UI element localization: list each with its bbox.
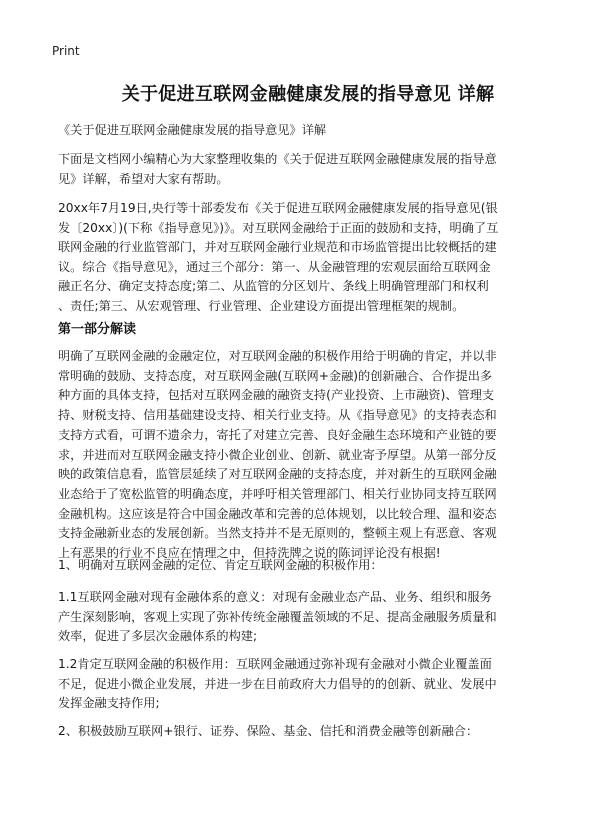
overview-line: 发〔20xx〕)(下称《指导意见》)》。对互联网金融给于正面的鼓励和支持，明确了互 [58, 220, 499, 235]
section1-line: 种方面的具体支持，包括对互联网金融的融资支持(产业投资、上市融资)、管理支 [58, 388, 495, 403]
list-item-line: 1.2肯定互联网金融的积极作用：互联网金融通过弥补现有金融对小微企业覆盖面 [58, 657, 492, 671]
subtitle-text: 《关于促进互联网金融健康发展的指导意见》详解 [58, 123, 327, 137]
section1-line: 支持金融新业态的发展创新。当然支持并不是无原则的，整顿主观上有恶意、客观 [58, 526, 497, 541]
section1-line: 金融机构。这应该是符合中国金融改革和完善的总体规划，以比较合理、温和姿态 [58, 506, 497, 521]
intro-line: 见》详解，希望对大家有帮助。 [58, 171, 229, 186]
section1-line: 求，并进而对互联网金融支持小微企业创业、创新、就业寄予厚望。从第一部分反 [58, 447, 497, 462]
section1-line: 常明确的鼓励、支持态度，对互联网金融(互联网+金融)的创新融合、合作提出多 [58, 368, 493, 383]
list-item-text: 2、积极鼓励互联网+银行、证券、保险、基金、信托和消费金融等创新融合： [58, 724, 479, 738]
overview-line: 议。综合《指导意见》，通过三个部分：第一、从金融管理的宏观层面给互联网金 [58, 259, 491, 274]
section1-paragraph [58, 347, 538, 564]
list-item-2 [58, 722, 538, 742]
list-item-line: 不足，促进小微企业发展，并进一步在目前政府大力倡导的的创新、就业、发展中 [58, 676, 497, 691]
list-item-1-2 [58, 655, 538, 714]
list-item-line: 产生深刻影响，客观上实现了弥补传统金融覆盖领域的不足、提高金融服务质量和 [58, 609, 497, 624]
list-item-line: 发挥金融支持作用; [58, 696, 160, 711]
section1-line: 上有恶果的行业不良应在情理之中，但持洗牌之说的陈词评论没有根据! [58, 546, 441, 561]
subtitle [58, 121, 538, 141]
intro-paragraph [58, 150, 538, 189]
list-item-line: 效率，促进了多层次金融体系的构建; [58, 629, 258, 644]
section1-line: 持、财税支持、信用基础建设支持、相关行业支持。从《指导意见》的支持表态和 [58, 408, 497, 423]
list-item-text: 1、明确对互联网金融的定位、肯定互联网金融的积极作用： [58, 558, 383, 572]
list-item-1 [58, 556, 538, 576]
section1-line: 支持方式看，可谓不遗余力，寄托了对建立完善、良好金融生态环境和产业链的要 [58, 427, 497, 442]
overview-line: 、责任;第三、从宏观管理、行业管理、企业建设方面提出管理框架的规制。 [58, 298, 465, 313]
section1-line: 明确了互联网金融的金融定位，对互联网金融的积极作用给于明确的肯定，并以非 [58, 349, 497, 363]
overview-paragraph [58, 199, 538, 317]
print-label[interactable]: Print [52, 44, 80, 58]
page-title: 关于促进互联网金融健康发展的指导意见 详解 [121, 84, 495, 105]
section1-line: 业态给于了宽松监管的明确态度，并呼吁相关管理部门、相关行业协同支持互联网 [58, 486, 497, 501]
section-heading: 第一部分解读 [58, 322, 137, 337]
overview-line: 联网金融的行业监管部门，并对互联网金融行业规范和市场监管提出比较概括的建 [58, 240, 497, 255]
intro-line: 下面是文档网小编精心为大家整理收集的《关于促进互联网金融健康发展的指导意 [58, 152, 497, 166]
list-item-1-1 [58, 588, 538, 647]
overview-line: 20xx年7月19日,央行等十部委发布《关于促进互联网金融健康发展的指导意见(银 [58, 201, 498, 215]
list-item-line: 1.1互联网金融对现有金融体系的意义：对现有金融业态产品、业务、组织和服务 [58, 590, 492, 604]
overview-line: 融正名分、确定支持态度;第二、从监管的分区划片、条线上明确管理部门和权利 [58, 279, 489, 294]
section1-line: 映的政策信息看，监管层延续了对互联网金融的支持态度，并对新生的互联网金融 [58, 467, 497, 482]
